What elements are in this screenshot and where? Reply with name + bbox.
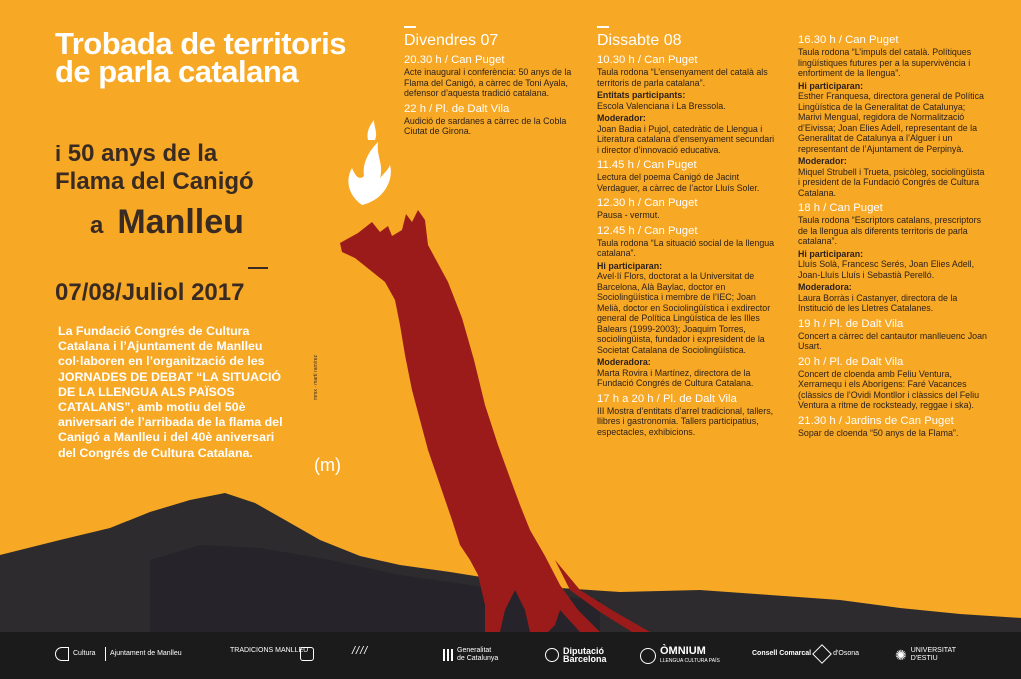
event-time: 12.45 h / Can Puget bbox=[597, 224, 698, 237]
logo-generalitat: Generalitat de Catalunya bbox=[443, 647, 498, 663]
event-time: 20 h / Pl. de Dalt Vila bbox=[798, 355, 904, 368]
event-text: Taula rodona “L’ensenyament del català als territoris de parla catalana”. bbox=[597, 67, 768, 88]
logo-ajuntament: Ajuntament de Manlleu bbox=[105, 647, 182, 661]
event-time: 20.30 h / Can Puget bbox=[404, 54, 505, 66]
saturday-column bbox=[597, 26, 777, 437]
event-text: Taula rodona “La situació social de la llengua catalana”. bbox=[597, 237, 775, 258]
senyera-icon bbox=[443, 649, 453, 661]
logo-shield bbox=[300, 647, 314, 661]
event-text: Laura Borràs i Castanyer, directora de la Institució de les Lletres Catalanes. bbox=[798, 292, 958, 313]
logo-omnium: ÒMNIUM LLENGUA CULTURA PAÍS bbox=[640, 647, 720, 665]
event-text: III Mostra d’entitats d’arrel tradicional, tallers, llibres i gastronomia. Tallers participatius, espectacles, exhibicions. bbox=[597, 405, 774, 437]
day-dash bbox=[597, 26, 609, 28]
event-label: Hi participaran: bbox=[597, 260, 663, 271]
sun-icon: ✺ bbox=[895, 647, 907, 663]
event-label: Moderadora: bbox=[597, 357, 651, 367]
event-text: Concert de cloenda amb Feliu Ventura, Xerramequ i els Aborígens: Faré Vacances (clàssics de l’Ovidi Montllor i clàssics del Feliu Ventura a ritme de rocksteady, reggae i ska). bbox=[798, 368, 980, 410]
event-text: Miquel Strubell i Trueta, psicòleg, sociolingüista i president de la Fundació Congrés de Cultura Catalana. bbox=[798, 166, 985, 198]
day-heading-friday: Divendres 07 bbox=[404, 32, 499, 49]
event-text: Lectura del poema Canigó de Jacint Verdaguer, a càrrec de l’actor Lluís Soler. bbox=[597, 172, 760, 193]
saturday-afternoon-column bbox=[798, 34, 988, 438]
place-name: Manlleu bbox=[117, 203, 244, 241]
event-text: Taula rodona “Escriptors catalans, prescriptors de la llengua als diferents territoris de parla catalana”. bbox=[798, 215, 982, 246]
event-text: Acte inaugural i conferència: 50 anys de la Flama del Canigó, a càrrec de Toni Ayala, defensor d’aquesta tradició catalana. bbox=[404, 67, 572, 98]
logo-consell: Consell Comarcal d'Osona bbox=[752, 647, 859, 661]
intro-text: La Fundació Congrés de Cultura Catalana i l’Ajuntament de Manlleu col·laboren en l’organització de les JORNADES DE DEBAT “LA SITUACIÓ DE LA LLENGUA ALS PAÏSOS CATALANS”, amb motiu del 50è aniversari de l’arribada de la flama del Canigó a Manlleu i del 40è aniversari del Congrés de Cultura Catalana. bbox=[58, 324, 283, 460]
event-time: 17 h a 20 h / Pl. de Dalt Vila bbox=[597, 392, 737, 405]
shield-icon bbox=[300, 647, 314, 661]
event-text: Avel·lí Flors, doctorat a la Universitat de Barcelona, Alà Baylac, doctor en Sociolingüística i membre de l’IEC; Joan Melià, doctor en Sociolingüística i exdirector general de Política Lingüística de les Illes Balears (1999-2003); Joaquim Torres, sociolingüista, fundador i expresident de la Societat Catalana de Sociolingüística. bbox=[597, 271, 771, 355]
event-text: Sopar de cloenda “50 anys de la Flama”. bbox=[798, 427, 959, 438]
diputacio-icon bbox=[545, 648, 559, 662]
subtitle-i: i bbox=[55, 141, 62, 166]
m-logo: (m) bbox=[314, 455, 341, 475]
day-dash bbox=[404, 26, 416, 28]
poster-place bbox=[90, 203, 244, 242]
event-label: Hi participaran: bbox=[798, 248, 864, 259]
event-text: Escola Valenciana i La Bressola. bbox=[597, 100, 726, 111]
logo-handwritten bbox=[352, 647, 368, 655]
divider-dash bbox=[248, 267, 268, 269]
event-label: Moderadora: bbox=[798, 282, 852, 292]
event-label: Moderador: bbox=[597, 113, 646, 123]
place-prefix: a bbox=[90, 212, 104, 239]
subtitle-line2: Flama del Canigó bbox=[55, 168, 254, 195]
event-text: Joan Badia i Pujol, catedràtic de Llengua i Literatura catalana d’ensenyament secundari i director d’innovació educativa. bbox=[597, 123, 775, 155]
logo-diputacio: Diputació Barcelona bbox=[545, 647, 607, 663]
day-heading-saturday: Dissabte 08 bbox=[597, 32, 682, 49]
event-text: Lluís Solà, Francesc Serés, Joan Elies Adell, Joan-Lluís Lluís i Sebastià Perelló. bbox=[798, 259, 975, 280]
diamond-icon bbox=[812, 644, 832, 664]
event-text: Audició de sardanes a càrrec de la Cobla Ciutat de Girona. bbox=[404, 115, 567, 136]
subtitle-line1: 50 anys de la bbox=[67, 140, 218, 167]
cultura-icon bbox=[55, 647, 69, 661]
artist-credit: mmx · martí ramírez bbox=[313, 355, 319, 400]
event-text: Concert a càrrec del cantautor manlleuenc Joan Usart. bbox=[798, 330, 987, 351]
logo-cultura: Cultura bbox=[55, 647, 96, 661]
event-time: 18 h / Can Puget bbox=[798, 202, 883, 214]
event-text: Taula rodona “L’impuls del català. Polítiques lingüístiques futures per a la supervivència i enfortiment de la llengua”. bbox=[798, 47, 972, 78]
event-label: Entitats participants: bbox=[597, 90, 686, 100]
flame-shape bbox=[348, 142, 390, 205]
event-time: 12.30 h / Can Puget bbox=[597, 197, 698, 209]
flame-tip bbox=[367, 120, 376, 140]
logo-universitat: ✺ UNIVERSITAT D'ESTIU bbox=[895, 647, 956, 663]
event-text: Esther Franquesa, directora general de Política Lingüística de la Generalitat de Catalunya; Marivi Mengual, regidora de Normalització d’Eivissa; Joan Elies Adell, representant de la Generalitat de Catalunya a l’Alguer i un representant de l’Ajuntament de Perpinyà. bbox=[798, 91, 984, 154]
logo-tradicions: TRADICIONS MANLLEU bbox=[230, 647, 309, 654]
event-text: Marta Rovira i Martínez, directora de la Fundació Congrés de Cultura Catalana. bbox=[597, 367, 754, 388]
omnium-icon bbox=[640, 648, 656, 664]
event-time: 21.30 h / Jardins de Can Puget bbox=[798, 414, 954, 427]
event-time: 11.45 h / Can Puget bbox=[597, 159, 697, 171]
event-label: Moderador: bbox=[798, 156, 847, 166]
friday-column bbox=[404, 26, 579, 137]
event-time: 19 h / Pl. de Dalt Vila bbox=[798, 317, 904, 330]
event-time: 16.30 h / Can Puget bbox=[798, 34, 899, 46]
event-text: Pausa - vermut. bbox=[597, 210, 660, 220]
event-time: 10.30 h / Can Puget bbox=[597, 54, 698, 66]
poster-dates: 07/08/Juliol 2017 bbox=[55, 279, 245, 306]
handwritten-mark: //// bbox=[352, 645, 369, 657]
event-time: 22 h / Pl. de Dalt Vila bbox=[404, 102, 510, 115]
separator bbox=[105, 647, 106, 661]
poster-title: Trobada de territoris de parla catalana bbox=[55, 26, 346, 89]
poster-subtitle bbox=[55, 140, 345, 196]
sponsor-footer bbox=[0, 632, 1021, 679]
event-label: Hi participaran: bbox=[798, 80, 864, 91]
